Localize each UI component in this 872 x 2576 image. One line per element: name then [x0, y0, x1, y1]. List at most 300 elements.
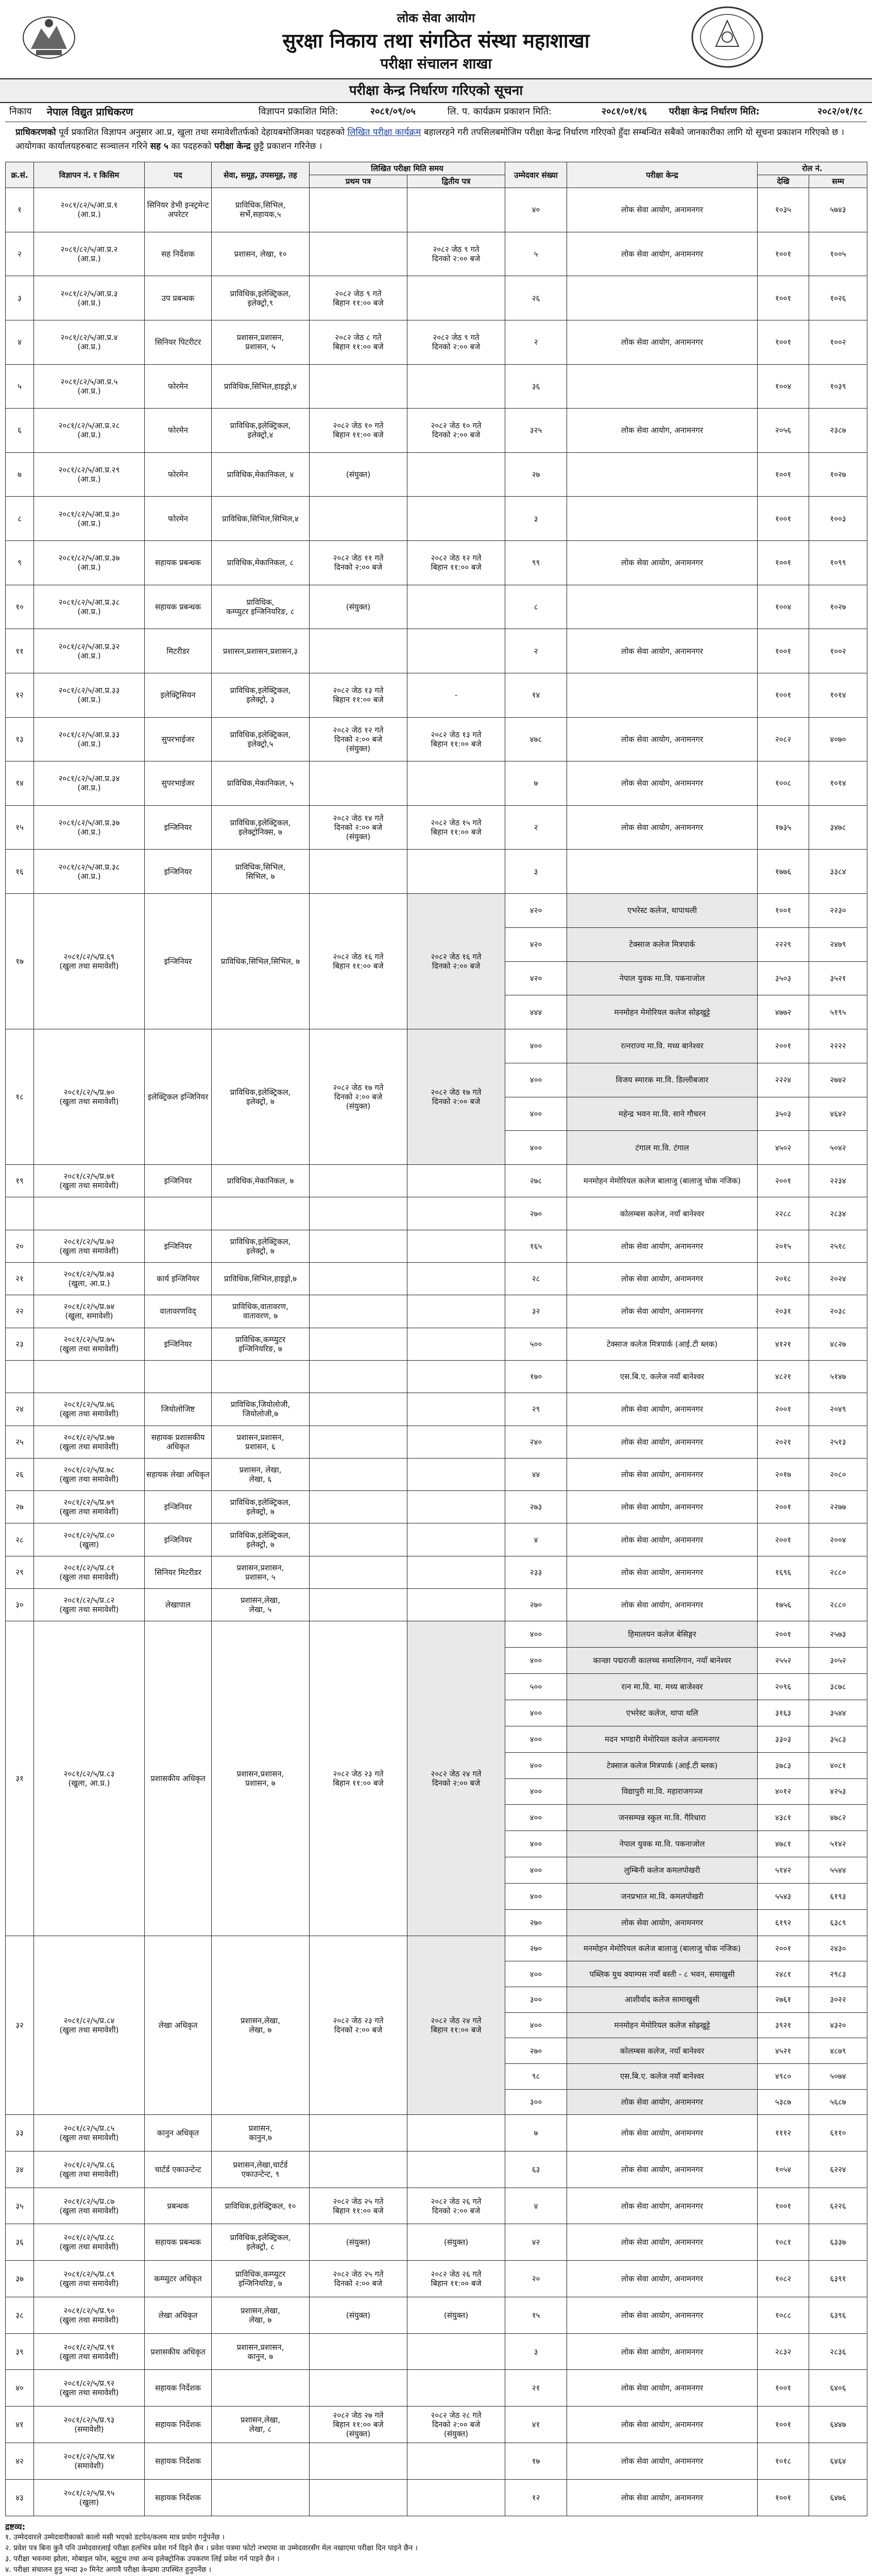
roll-to-cell: ३५२१ — [809, 961, 867, 995]
table-row — [6, 673, 867, 717]
first-paper-cell — [310, 2370, 407, 2406]
roll-to-cell: ३०५२ — [809, 1648, 867, 1674]
center-cell: टेक्साज कलेज मित्रपार्क (आई.टी ब्लक) — [567, 1752, 758, 1778]
post-cell: फोरमेन — [145, 452, 212, 497]
adv-cell: २०८१/८२/५/प्र.९३ (समावेशी) — [34, 2406, 145, 2443]
count-cell: २७ — [505, 452, 567, 497]
count-cell: २१ — [505, 2370, 567, 2406]
table-row — [6, 364, 867, 409]
roll-to-cell: २८८० — [809, 1556, 867, 1588]
roll-to-cell: ६४४७ — [809, 2406, 867, 2443]
service-cell: प्रशासन,लेखा, लेखा, ७ — [212, 1936, 310, 2114]
first-paper-cell: २०८२ जेठ ९ गते बिहान ११:०० बजे — [310, 276, 407, 320]
count-cell: ४०० — [505, 1131, 567, 1165]
adv-cell: २०८१/८२/५/प्र.८९ (खुला तथा समावेशी) — [34, 2261, 145, 2297]
table-row — [6, 2151, 867, 2188]
roll-to-cell: १००५ — [809, 232, 867, 276]
table-row — [6, 2333, 867, 2370]
center-cell: जनप्रभात मा.वि. कमलपोखरी — [567, 1884, 758, 1910]
table-row — [6, 1295, 867, 1328]
table-row — [6, 2188, 867, 2224]
roll-to-cell: ६४०६ — [809, 2370, 867, 2406]
exam-center-table — [5, 162, 867, 2516]
roll-from-cell: २२८८ — [758, 1197, 809, 1230]
roll-from-cell: ३३०३ — [758, 1726, 809, 1752]
roll-from-cell: २००१ — [758, 1029, 809, 1063]
sn-cell: १६ — [6, 850, 34, 894]
roll-from-cell: १०३५ — [758, 188, 809, 232]
roll-from-cell: १००१ — [758, 894, 809, 928]
roll-to-cell: १०२६ — [809, 276, 867, 320]
sn-cell — [6, 1360, 34, 1393]
roll-from-cell: १००८ — [758, 761, 809, 806]
adv-cell: २०८१/८२/५/आ.प्र.३३ (आ.प्र.) — [34, 717, 145, 761]
roll-from-cell: २२२४ — [758, 1063, 809, 1097]
count-cell: २७० — [505, 1588, 567, 1621]
roll-to-cell: १०९९ — [809, 541, 867, 585]
post-cell: सहायक प्रबन्धक — [145, 2224, 212, 2261]
center-cell — [567, 497, 758, 541]
table-row — [6, 894, 867, 928]
intro-text-1: पूर्व प्रकाशित विज्ञापन अनुसार आ.प्र, खुला तथा समावेशीतर्फको देहायबमोजिमका पदहरुको — [59, 127, 345, 138]
sn-cell: १५ — [6, 805, 34, 850]
table-row — [6, 585, 867, 629]
center-cell — [567, 364, 758, 409]
sn-cell: ३९ — [6, 2333, 34, 2370]
count-cell: ४ — [505, 1523, 567, 1556]
adv-cell: २०८१/८२/५/आ.प्र.३७ (आ.प्र.) — [34, 805, 145, 850]
roll-to-cell: ४३२० — [809, 2012, 867, 2038]
intro-text-3: का पदहरुको — [171, 141, 212, 151]
center-cell: कोलम्बस कलेज, नयाँ बानेश्वर — [567, 2038, 758, 2064]
first-paper-cell — [310, 1328, 407, 1360]
center-cell: लोक सेवा आयोग, अनामनगर — [567, 2297, 758, 2333]
roll-to-cell: ५६८७ — [809, 2089, 867, 2115]
adv-cell: २०८१/८२/५/प्र.७७ (खुला तथा समावेशी) — [34, 1426, 145, 1458]
center-cell: लोक सेवा आयोग, अनामनगर — [567, 1909, 758, 1936]
roll-to-cell: ४७८२ — [809, 1805, 867, 1831]
post-cell: मिटरीडर — [145, 629, 212, 673]
roll-from-cell: १०८१ — [758, 2224, 809, 2261]
center-cell: टंगाल मा.वि. टंगाल — [567, 1131, 758, 1165]
adv-cell: २०८१/८२/५/प्र.७० (खुला तथा समावेशी) — [34, 1029, 145, 1165]
roll-to-cell: ३०२२ — [809, 1987, 867, 2013]
roll-to-cell: २८३४ — [809, 1197, 867, 1230]
post-cell: सुपरभाईजर — [145, 761, 212, 806]
second-paper-cell — [407, 2151, 505, 2188]
post-cell: कम्प्युटर अधिकृत — [145, 2261, 212, 2297]
count-cell: ४०० — [505, 2012, 567, 2038]
second-paper-cell: २०८२ जेठ १० गते दिनको २:०० बजे — [407, 409, 505, 453]
service-cell: प्राविधिक,इलेक्ट्रिकल, इलेक्ट्रो,९ — [212, 276, 310, 320]
center-cell: लोक सेवा आयोग, अनामनगर — [567, 409, 758, 453]
post-cell: लेखा अधिकृत — [145, 1936, 212, 2114]
post-cell: सिनियर पिटरीटर — [145, 320, 212, 364]
roll-to-cell: ३४७८ — [809, 805, 867, 850]
adv-cell: २०८१/८२/५/प्र.७८ (खुला तथा समावेशी) — [34, 1458, 145, 1490]
first-paper-cell — [310, 1426, 407, 1458]
roll-to-cell: २३८७ — [809, 409, 867, 453]
second-paper-cell — [407, 188, 505, 232]
roll-from-cell: २८३२ — [758, 2333, 809, 2370]
count-cell: ४१ — [505, 2406, 567, 2443]
center-cell: आशीर्वाद कलेज सामाखुसी — [567, 1987, 758, 2013]
roll-to-cell: १००२ — [809, 629, 867, 673]
post-cell: सह निर्देशक — [145, 232, 212, 276]
second-paper-cell — [407, 276, 505, 320]
center-cell: लोक सेवा आयोग, अनामनगर — [567, 1230, 758, 1262]
exam-schedule-link[interactable]: लिखित परीक्षा कार्यक्रम — [347, 127, 421, 138]
roll-from-cell: ३९२१ — [758, 2012, 809, 2038]
count-cell: १४ — [505, 673, 567, 717]
count-cell: २७० — [505, 2038, 567, 2064]
table-row — [6, 629, 867, 673]
roll-from-cell: ४५२१ — [758, 2038, 809, 2064]
roll-from-cell: १७३५ — [758, 805, 809, 850]
service-cell: प्रशासन, लेखा, १० — [212, 232, 310, 276]
center-cell: लोक सेवा आयोग, अनामनगर — [567, 2406, 758, 2443]
count-cell: १६५ — [505, 1230, 567, 1262]
roll-from-cell: २०३१ — [758, 1295, 809, 1328]
first-paper-cell — [310, 232, 407, 276]
second-paper-cell — [407, 585, 505, 629]
roll-to-cell: ६२२४ — [809, 2151, 867, 2188]
service-cell: प्राविधिक,मेकानिकल, ७ — [212, 1165, 310, 1197]
center-cell: लोक सेवा आयोग, अनामनगर — [567, 2479, 758, 2516]
table-row — [6, 1263, 867, 1295]
service-cell: प्रशासन,प्रशासन, प्रशासन, ६ — [212, 1426, 310, 1458]
table-row — [6, 232, 867, 276]
roll-from-cell: २००१ — [758, 1491, 809, 1523]
table-row — [6, 2406, 867, 2443]
second-paper-cell: २०८२ जेठ १२ गते बिहान ११:०० बजे — [407, 541, 505, 585]
first-paper-cell: २०८२ जेठ ८ गते बिहान ११:०० बजे — [310, 320, 407, 364]
service-cell: प्राविधिक,सिभिल,सिभिल, ७ — [212, 894, 310, 1029]
adv-cell: २०८१/८२/५/प्र.८५ (खुला तथा समावेशी) — [34, 2115, 145, 2151]
intro-text-4: छुट्टै प्रकाशन गरिनेछ । — [253, 141, 322, 151]
center-cell: लोक सेवा आयोग, अनामनगर — [567, 1556, 758, 1588]
count-cell: ४०० — [505, 1700, 567, 1726]
count-cell: ४०० — [505, 1097, 567, 1131]
post-cell: लेखा अधिकृत — [145, 2297, 212, 2333]
roll-to-cell: ६११० — [809, 2115, 867, 2151]
second-paper-cell: २०८२ जेठ १६ गते दिनको २:०० बजे — [407, 894, 505, 1029]
service-cell — [212, 1360, 310, 1393]
post-cell: जियोलोजिष्ट — [145, 1393, 212, 1426]
post-cell: फोरमेन — [145, 497, 212, 541]
post-cell: सुपरभाईजर — [145, 717, 212, 761]
adv-cell: २०८१/८२/५/प्र.८४ (खुला तथा समावेशी) — [34, 1936, 145, 2114]
center-cell: लोक सेवा आयोग, अनामनगर — [567, 1295, 758, 1328]
count-cell: ४२ — [505, 2224, 567, 2261]
first-paper-cell: (संयुक्त) — [310, 2297, 407, 2333]
roll-from-cell: ४१२१ — [758, 1328, 809, 1360]
center-cell: विजय स्मारक मा.वि. डिल्लीबजार — [567, 1063, 758, 1097]
service-cell: प्रशासन,लेखा, लेखा, ८ — [212, 2406, 310, 2443]
post-cell: फोरमेन — [145, 364, 212, 409]
adv-cell: २०८१/८२/५/आ.प्र.३२ (आ.प्र.) — [34, 629, 145, 673]
col-roll-from: देखि — [758, 175, 809, 188]
center-cell: लोक सेवा आयोग, अनामनगर — [567, 2089, 758, 2115]
first-paper-cell — [310, 1295, 407, 1328]
roll-to-cell: २०२४ — [809, 1263, 867, 1295]
first-paper-cell — [310, 2443, 407, 2479]
roll-to-cell: ५७४३ — [809, 188, 867, 232]
sn-cell: २ — [6, 232, 34, 276]
second-paper-cell: २०८२ जेठ १५ गते बिहान ११:०० बजे — [407, 805, 505, 850]
roll-to-cell: ६१९३ — [809, 1884, 867, 1910]
table-row — [6, 1458, 867, 1490]
intro-bold-1: सह ५ — [150, 141, 168, 151]
roll-to-cell: ४८२७ — [809, 1328, 867, 1360]
roll-to-cell: १०२७ — [809, 452, 867, 497]
sn-cell: ४२ — [6, 2443, 34, 2479]
table-row — [6, 1936, 867, 1961]
adv-cell: २०८१/८२/५/आ.प्र.१ (आ.प्र.) — [34, 188, 145, 232]
roll-to-cell: ५१४७ — [809, 1360, 867, 1393]
center-cell: लोक सेवा आयोग, अनामनगर — [567, 1263, 758, 1295]
center-cell: मनमोहन मेमोरियल कलेज बालाजु (बालाजु चोक नजिक) — [567, 1165, 758, 1197]
post-cell: कार्य इन्जिनियर — [145, 1263, 212, 1295]
col-post: पद — [145, 162, 212, 188]
table-row — [6, 1426, 867, 1458]
first-paper-cell — [310, 1263, 407, 1295]
second-paper-cell — [407, 2333, 505, 2370]
count-cell: ९८ — [505, 2063, 567, 2089]
adv-cell: २०८१/८२/५/प्र.८३ (खुला, आ.प्र.) — [34, 1621, 145, 1936]
second-paper-cell — [407, 1458, 505, 1490]
sn-cell: ३१ — [6, 1621, 34, 1936]
roll-from-cell: २४८१ — [758, 1961, 809, 1987]
count-cell: ४७८ — [505, 717, 567, 761]
roll-from-cell: १००१ — [758, 276, 809, 320]
count-cell: ४०० — [505, 1961, 567, 1987]
intro-text-2: बहालरहने गरी तपसिलबमोजिम परीक्षा केन्द्र निर्धारण गरिएको हुँदा सम्बन्धित सबैको जानकारीका लागि यो सूचना प्रकाशन गरिएको छ । आयोगका कार्यालयहरुबाट सञ्चालन गरिने — [15, 127, 844, 151]
roll-from-cell: १००१ — [758, 629, 809, 673]
table-row — [6, 1197, 867, 1230]
roll-to-cell: ३५४४ — [809, 1700, 867, 1726]
roll-from-cell: २०१५ — [758, 1230, 809, 1262]
sn-cell: ३८ — [6, 2297, 34, 2333]
second-paper-cell — [407, 2115, 505, 2151]
sn-cell: ३७ — [6, 2261, 34, 2297]
count-cell: ४०० — [505, 1621, 567, 1648]
table-row — [6, 1523, 867, 1556]
count-cell: ३ — [505, 850, 567, 894]
adv-cell: २०८१/८२/५/आ.प्र.३ (आ.प्र.) — [34, 276, 145, 320]
post-cell — [145, 1197, 212, 1230]
adv-cell: २०८१/८२/५/प्र.९२ (खुला तथा समावेशी) — [34, 2370, 145, 2406]
second-paper-cell: २०८२ जेठ १३ गते बिहान ११:०० बजे — [407, 717, 505, 761]
post-cell: प्रशासकीय अधिकृत — [145, 2333, 212, 2370]
adv-cell: २०८१/८२/५/प्र.७५ (खुला तथा समावेशी) — [34, 1328, 145, 1360]
table-row — [6, 497, 867, 541]
sn-cell: ६ — [6, 409, 34, 453]
sn-cell: ४० — [6, 2370, 34, 2406]
roll-to-cell: २४३० — [809, 1936, 867, 1961]
col-center: परीक्षा केन्द्र — [567, 162, 758, 188]
count-cell: ४२० — [505, 927, 567, 961]
count-cell: ८ — [505, 585, 567, 629]
count-cell: २७० — [505, 1197, 567, 1230]
roll-from-cell: १००१ — [758, 2370, 809, 2406]
center-cell: एस.बि.ए. कलेज नयाँ बानेश्वर — [567, 1360, 758, 1393]
table-row — [6, 2443, 867, 2479]
roll-from-cell: १००४ — [758, 585, 809, 629]
org-value: नेपाल विद्युत प्राधिकरण — [46, 105, 133, 118]
table-row — [6, 276, 867, 320]
col-service: सेवा, समूह, उपसमूह, तह — [212, 162, 310, 188]
service-cell: प्राविधिक,कम्प्युटर इन्जिनियरिङ, ७ — [212, 2261, 310, 2297]
post-cell: उप प्रबन्धक — [145, 276, 212, 320]
center-cell: लोक सेवा आयोग, अनामनगर — [567, 2115, 758, 2151]
center-cell — [567, 276, 758, 320]
table-row — [6, 1556, 867, 1588]
sn-cell: ८ — [6, 497, 34, 541]
center-cell: लोक सेवा आयोग, अनामनगर — [567, 1491, 758, 1523]
adv-cell: २०८१/८२/५/प्र.९५ (खुला) — [34, 2479, 145, 2516]
roll-to-cell: ५१४२ — [809, 1831, 867, 1857]
center-cell: जनसम्पन्न स्कुल मा.वि. गैरिधारा — [567, 1805, 758, 1831]
post-cell: इन्जिनियर — [145, 1523, 212, 1556]
second-paper-cell — [407, 1263, 505, 1295]
count-cell: ३६ — [505, 364, 567, 409]
first-paper-cell: २०८२ जेठ १६ गते बिहान ११:०० बजे — [310, 894, 407, 1029]
post-cell: सिनियर डेभी इन्स्ट्रमेन्ट अपरेटर — [145, 188, 212, 232]
center-cell — [567, 585, 758, 629]
post-cell: चार्टर्ड एकाउन्टेन्ट — [145, 2151, 212, 2188]
first-paper-cell — [310, 2151, 407, 2188]
second-paper-cell — [407, 1360, 505, 1393]
sn-cell: ३६ — [6, 2224, 34, 2261]
first-paper-cell — [310, 2115, 407, 2151]
second-paper-cell: २०८२ जेठ ९ गते दिनको २:०० बजे — [407, 320, 505, 364]
sn-cell: १४ — [6, 761, 34, 806]
center-cell: रत्नराज्य मा.वि. मध्य बानेश्वर — [567, 1029, 758, 1063]
first-paper-cell: २०८२ जेठ २५ गते दिनको २:०० बजे — [310, 2261, 407, 2297]
roll-from-cell: १०८२ — [758, 2261, 809, 2297]
post-cell: सहायक प्रबन्धक — [145, 585, 212, 629]
roll-to-cell: ६३८९ — [809, 1909, 867, 1936]
roll-from-cell: ३५०३ — [758, 961, 809, 995]
table-row — [6, 1029, 867, 1063]
service-cell: प्राविधिक,सिभिल, सिभिल, ७ — [212, 850, 310, 894]
roll-from-cell: ५५४३ — [758, 1884, 809, 1910]
count-cell: ४०० — [505, 1752, 567, 1778]
col-roll-to: सम्म — [809, 175, 867, 188]
count-cell: ३ — [505, 2333, 567, 2370]
service-cell: प्रशासन,प्रशासन, कानुन, ७ — [212, 2333, 310, 2370]
roll-from-cell: १०१८ — [758, 2443, 809, 2479]
center-cell — [567, 452, 758, 497]
service-cell — [212, 2479, 310, 2516]
roll-to-cell: ३८७८ — [809, 1674, 867, 1700]
sn-cell: ९ — [6, 541, 34, 585]
count-cell: ४४ — [505, 1458, 567, 1490]
adv-cell: २०८१/८२/५/प्र.७९ (खुला तथा समावेशी) — [34, 1491, 145, 1523]
service-cell: प्राविधिक,सिभिल, सर्भे,सहायक,५ — [212, 188, 310, 232]
first-paper-cell: २०८२ जेठ १३ गते बिहान ११:०० बजे — [310, 673, 407, 717]
roll-to-cell: ४२५३ — [809, 1778, 867, 1805]
service-cell: प्राविधिक,इलेक्ट्रिकल, १० — [212, 2188, 310, 2224]
center-cell: महेन्द्र भवन मा.वि. साने गौचरन — [567, 1097, 758, 1131]
center-cell: लोक सेवा आयोग, अनामनगर — [567, 541, 758, 585]
post-cell: सहायक निर्देशक — [145, 2406, 212, 2443]
first-paper-cell — [310, 1458, 407, 1490]
second-paper-cell: २०८२ जेठ २६ गते बिहान ११:०० बजे — [407, 2261, 505, 2297]
roll-to-cell: २२३० — [809, 894, 867, 928]
roll-to-cell: ६३३७ — [809, 2224, 867, 2261]
center-cell: लोक सेवा आयोग, अनामनगर — [567, 1426, 758, 1458]
post-cell: इन्जिनियर — [145, 1491, 212, 1523]
center-cell: लोक सेवा आयोग, अनामनगर — [567, 2188, 758, 2224]
count-cell: २० — [505, 2261, 567, 2297]
table-row — [6, 2297, 867, 2333]
service-cell: प्राविधिक,इलेक्ट्रिकल, इलेक्ट्रो, ७ — [212, 1029, 310, 1165]
roll-from-cell: १००४ — [758, 364, 809, 409]
sn-cell — [6, 1197, 34, 1230]
roll-from-cell: २०८२ — [758, 717, 809, 761]
sn-cell: १ — [6, 188, 34, 232]
roll-from-cell: २००१ — [758, 1393, 809, 1426]
col-second-paper: द्वितीय पत्र — [407, 175, 505, 188]
table-row — [6, 1360, 867, 1393]
adv-cell — [34, 1360, 145, 1393]
roll-to-cell: ६४६४ — [809, 2443, 867, 2479]
adv-cell: २०८१/८२/५/प्र.८१ (खुला तथा समावेशी) — [34, 1556, 145, 1588]
first-paper-cell: २०८२ जेठ १२ गते दिनको २:०० बजे (संयुक्त) — [310, 717, 407, 761]
service-cell — [212, 2370, 310, 2406]
sn-cell: ४ — [6, 320, 34, 364]
roll-from-cell: १११२ — [758, 2115, 809, 2151]
count-cell: २७३ — [505, 1491, 567, 1523]
roll-to-cell: २८८० — [809, 1588, 867, 1621]
roll-from-cell: २२२९ — [758, 927, 809, 961]
service-cell: प्राविधिक,मेकानिकल, ४ — [212, 452, 310, 497]
roll-from-cell: २०९६ — [758, 1674, 809, 1700]
first-paper-cell: (संयुक्त) — [310, 585, 407, 629]
table-row — [6, 850, 867, 894]
table-row — [6, 1230, 867, 1262]
center-cell: लोक सेवा आयोग, अनामनगर — [567, 1393, 758, 1426]
roll-from-cell: ३१६३ — [758, 1700, 809, 1726]
table-row — [6, 452, 867, 497]
center-cell: लोक सेवा आयोग, अनामनगर — [567, 2224, 758, 2261]
first-paper-cell: २०८२ जेठ २७ गते बिहान ११:०० बजे (संयुक्त) — [310, 2406, 407, 2443]
center-cell: लोक सेवा आयोग, अनामनगर — [567, 320, 758, 364]
service-cell: प्रशासन,प्रशासन,प्रशासन,३ — [212, 629, 310, 673]
note-line: ४. परीक्षा संचालन हुनु भन्दा ३० मिनेट अगावै परीक्षा केन्द्रमा उपस्थित हुनुपर्नेछ । — [5, 2566, 212, 2574]
service-cell: प्रशासन,प्रशासन, प्रशासन, ५ — [212, 320, 310, 364]
second-paper-cell — [407, 629, 505, 673]
roll-from-cell: १००१ — [758, 452, 809, 497]
center-cell: लोक सेवा आयोग, अनामनगर — [567, 2151, 758, 2188]
post-cell: इन्जिनियर — [145, 894, 212, 1029]
post-cell: सहायक निर्देशक — [145, 2443, 212, 2479]
count-cell: ५०० — [505, 1328, 567, 1360]
post-cell: प्रशासकीय अधिकृत — [145, 1621, 212, 1936]
second-paper-cell — [407, 1230, 505, 1262]
adv-cell: २०८१/८२/५/प्र.८७ (खुला तथा समावेशी) — [34, 2188, 145, 2224]
second-paper-cell — [407, 1491, 505, 1523]
count-cell: २९ — [505, 1393, 567, 1426]
center-date-value: २०८२/०१/१८ — [817, 106, 863, 117]
table-row — [6, 1393, 867, 1426]
first-paper-cell: २०८२ जेठ ११ गते दिनको २:०० बजे — [310, 541, 407, 585]
roll-from-cell: १००१ — [758, 2479, 809, 2516]
second-paper-cell — [407, 1523, 505, 1556]
second-paper-cell — [407, 452, 505, 497]
